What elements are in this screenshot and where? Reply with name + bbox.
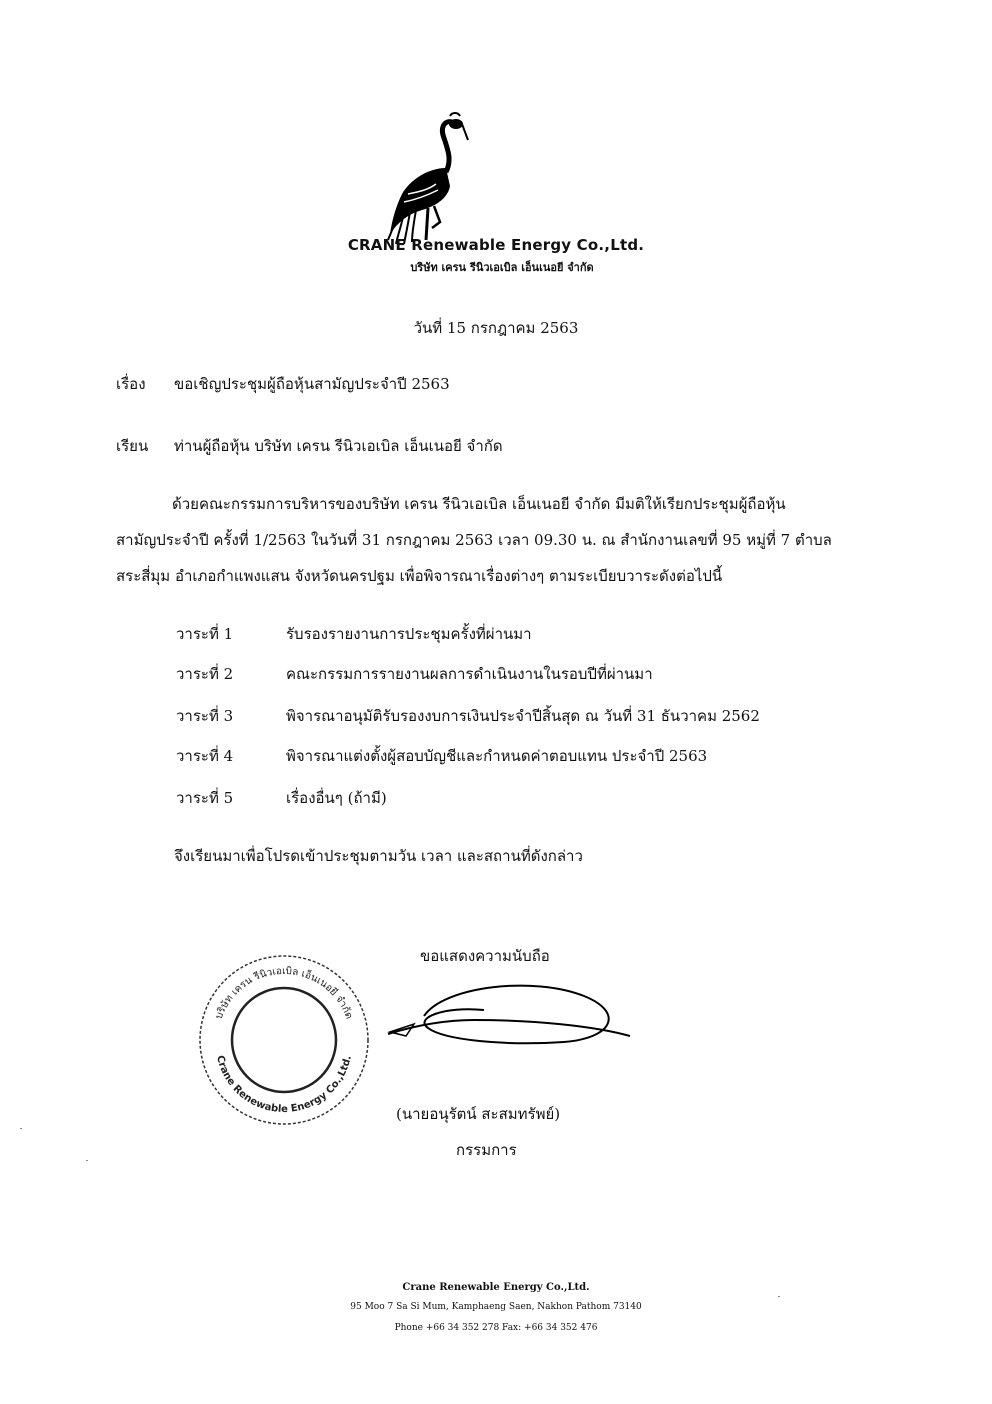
body-line: สระสี่มุม อำเภอกำแพงแสน จังหวัดนครปฐม เพื่อพิจารณาเรื่องต่างๆ ตามระเบียบวาระดังต่อไปนี้	[116, 567, 723, 585]
agenda-number: วาระที่ 2	[176, 665, 234, 683]
seal-text-bottom: Crane Renewable Energy Co.,Ltd.	[214, 1054, 354, 1116]
agenda-text: พิจารณาอนุมัติรับรองงบการเงินประจำปีสิ้นสุด ณ วันที่ 31 ธันวาคม 2562	[286, 707, 760, 725]
footer-address: 95 Moo 7 Sa Si Mum, Kamphaeng Saen, Nakhon Pathom 73140	[350, 1302, 642, 1312]
signature-icon	[384, 976, 634, 1056]
body-line: สามัญประจำปี ครั้งที่ 1/2563 ในวันที่ 31 กรกฎาคม 2563 เวลา 09.30 น. ณ สำนักงานเลขที่ 95 หมู่ที่ 7 ตำบล	[116, 531, 832, 549]
agenda-text: พิจารณาแต่งตั้งผู้สอบบัญชีและกำหนดค่าตอบแทน ประจำปี 2563	[286, 747, 708, 765]
crane-logo-icon	[378, 110, 498, 250]
scan-speck	[778, 1296, 780, 1297]
footer-phone: Phone +66 34 352 278 Fax: +66 34 352 476	[394, 1323, 598, 1333]
agenda-number: วาระที่ 5	[176, 789, 234, 807]
footer-company: Crane Renewable Energy Co.,Ltd.	[402, 1282, 590, 1293]
regards-text: ขอแสดงความนับถือ	[420, 947, 550, 965]
svg-text:บริษัท เครน รีนิวเอเบิล เอ็นเน	[214, 966, 355, 1021]
agenda-text: คณะกรรมการรายงานผลการดำเนินงานในรอบปีที่ผ่านมา	[286, 665, 653, 683]
seal-text-top: บริษัท เครน รีนิวเอเบิล เอ็นเนอยี จำกัด	[213, 965, 355, 1021]
closing-line: จึงเรียนมาเพื่อโปรดเข้าประชุมตามวัน เวลา และสถานที่ดังกล่าว	[174, 847, 583, 865]
scan-speck	[86, 1160, 88, 1161]
company-name-en: CRANE Renewable Energy Co.,Ltd.	[347, 236, 645, 254]
letter-date: วันที่ 15 กรกฎาคม 2563	[413, 319, 579, 337]
subject-value: ขอเชิญประชุมผู้ถือหุ้นสามัญประจำปี 2563	[174, 375, 450, 393]
subject-label: เรื่อง	[116, 375, 146, 393]
scan-speck	[20, 1128, 22, 1129]
recipient-value: ท่านผู้ถือหุ้น บริษัท เครน รีนิวเอเบิล เอ็นเนอยี จำกัด	[174, 437, 503, 455]
recipient-label: เรียน	[116, 437, 149, 455]
body-line: ด้วยคณะกรรมการบริหารของบริษัท เครน รีนิวเอเบิล เอ็นเนอยี จำกัด มีมติให้เรียกประชุมผู้ถือหุ้น	[172, 495, 786, 513]
agenda-text: เรื่องอื่นๆ (ถ้ามี)	[286, 789, 387, 807]
agenda-number: วาระที่ 3	[176, 707, 234, 725]
agenda-text: รับรองรายงานการประชุมครั้งที่ผ่านมา	[286, 625, 532, 643]
company-name-th: บริษัท เครน รีนิวเอเบิล เอ็นเนอยี จำกัด	[410, 261, 594, 274]
company-seal-icon	[196, 952, 372, 1128]
agenda-number: วาระที่ 4	[176, 747, 234, 765]
agenda-number: วาระที่ 1	[176, 625, 234, 643]
signer-position: กรรมการ	[456, 1141, 517, 1159]
signer-name: (นายอนุรัตน์ สะสมทรัพย์)	[396, 1105, 561, 1123]
svg-text:Crane Renewable Energy Co.,Ltd	[214, 1054, 354, 1115]
body-paragraph	[116, 486, 896, 594]
